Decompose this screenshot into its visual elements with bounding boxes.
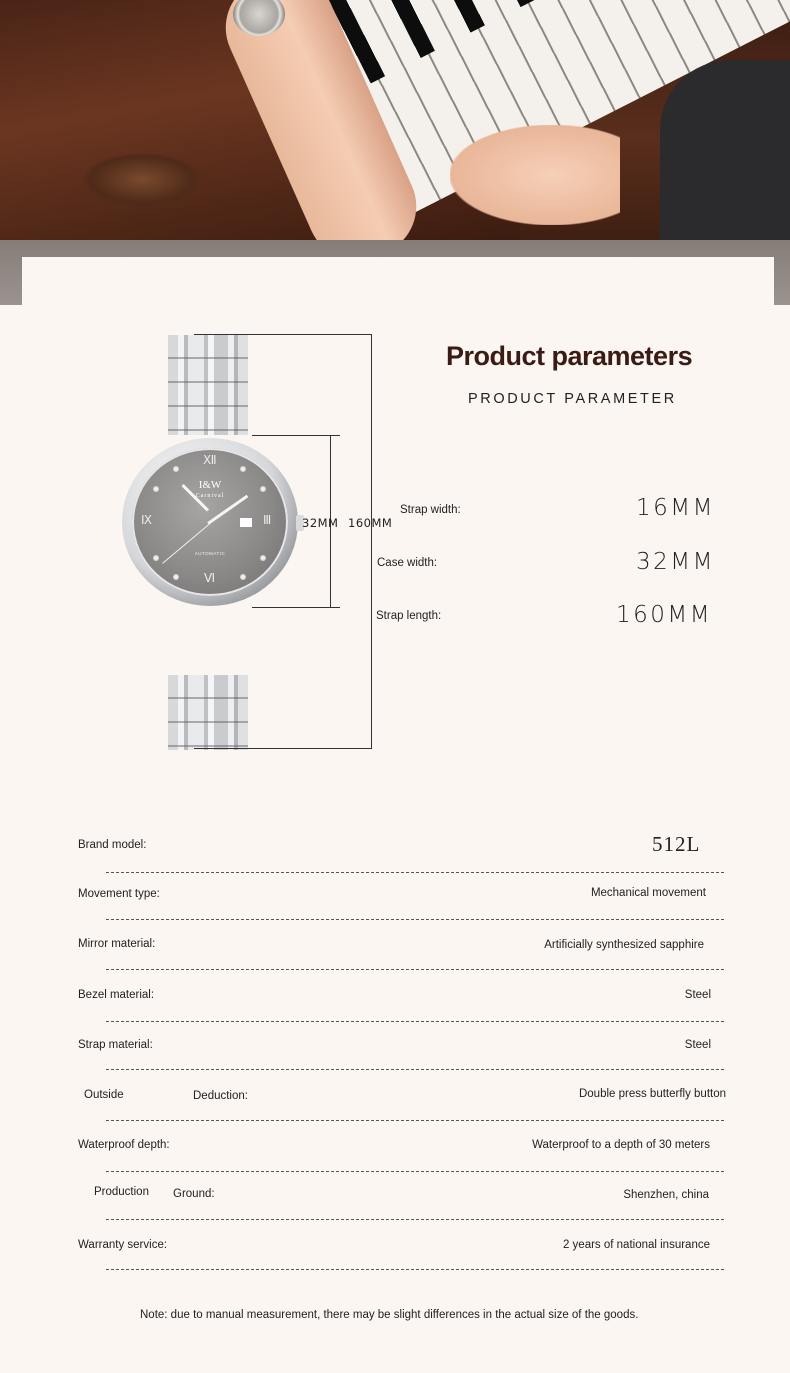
strap-material-label: Strap material: xyxy=(78,1039,153,1051)
numeral-ix: Ⅸ xyxy=(141,513,153,527)
dial-gem xyxy=(240,574,246,580)
numeral-xii: Ⅻ xyxy=(203,453,217,467)
numeral-vi: Ⅵ xyxy=(204,571,216,585)
watch-illustration xyxy=(122,335,302,750)
row-divider xyxy=(106,1171,724,1172)
outside-label: Outside xyxy=(84,1089,124,1101)
date-window xyxy=(240,518,252,527)
warranty-service-label: Warranty service: xyxy=(78,1239,168,1251)
row-divider xyxy=(106,1120,724,1121)
bezel-material-value: Steel xyxy=(684,989,711,1001)
strap-length-label: Strap length: xyxy=(376,610,442,622)
piano-carving xyxy=(82,152,202,207)
bracelet-top xyxy=(168,335,248,435)
row-divider xyxy=(106,1269,724,1270)
deduction-value: Double press butterfly button xyxy=(578,1088,726,1100)
dial-logo: I&W Carnival xyxy=(195,479,225,499)
ground-value: Shenzhen, china xyxy=(623,1189,709,1201)
page-subtitle: PRODUCT PARAMETER xyxy=(468,391,677,407)
dial-gem xyxy=(240,466,246,472)
production-label: Production xyxy=(94,1186,149,1198)
dial-gem xyxy=(260,555,266,561)
length-dimension-label: 160MM xyxy=(348,516,393,530)
brand-model-value: 512L xyxy=(652,832,701,856)
case-bottom-tick xyxy=(252,607,340,608)
length-top-tick xyxy=(194,334,372,335)
dial-automatic-text: AUTOMATIC xyxy=(194,551,226,556)
movement-type-label: Movement type: xyxy=(78,888,160,900)
strap-width-label: Strap width: xyxy=(400,504,461,516)
case-width-value: 32MM xyxy=(636,549,715,575)
dial-gem xyxy=(153,555,159,561)
mirror-material-label: Mirror material: xyxy=(78,938,156,950)
ground-label: Ground: xyxy=(173,1188,215,1200)
length-vertical-line xyxy=(371,334,372,749)
dial-gem xyxy=(173,466,179,472)
parameters-card xyxy=(22,257,774,1373)
mirror-material-value: Artificially synthesized sapphire xyxy=(544,939,704,951)
case-width-label: Case width: xyxy=(377,557,438,569)
row-divider xyxy=(106,872,724,873)
bezel-material-label: Bezel material: xyxy=(78,989,155,1001)
numeral-iii: Ⅲ xyxy=(263,513,272,527)
dial-gem xyxy=(173,574,179,580)
strap-length-value: 160MM xyxy=(616,602,713,628)
bracelet-bottom xyxy=(168,675,248,750)
movement-type-value: Mechanical movement xyxy=(590,887,706,899)
page-title: Product parameters xyxy=(446,341,693,371)
row-divider xyxy=(106,969,724,970)
row-divider xyxy=(106,1069,724,1070)
waterproof-depth-label: Waterproof depth: xyxy=(78,1139,170,1151)
row-divider xyxy=(106,919,724,920)
case-dimension-label: 32MM xyxy=(302,516,339,530)
deduction-label: Deduction: xyxy=(193,1090,248,1102)
row-divider xyxy=(106,1021,724,1022)
waterproof-depth-value: Waterproof to a depth of 30 meters xyxy=(532,1139,710,1151)
row-divider xyxy=(106,1219,724,1220)
dial-gem xyxy=(260,486,266,492)
strap-width-value: 16MM xyxy=(636,495,715,521)
strap-material-value: Steel xyxy=(684,1039,711,1051)
length-bottom-tick xyxy=(194,748,372,749)
measurement-note: Note: due to manual measurement, there may be slight differences in the actual size of the goods. xyxy=(140,1309,639,1321)
warranty-service-value: 2 years of national insurance xyxy=(562,1239,710,1251)
hand xyxy=(450,125,620,225)
brand-model-label: Brand model: xyxy=(78,839,147,851)
case-top-tick xyxy=(252,435,340,436)
dial-gem xyxy=(153,486,159,492)
